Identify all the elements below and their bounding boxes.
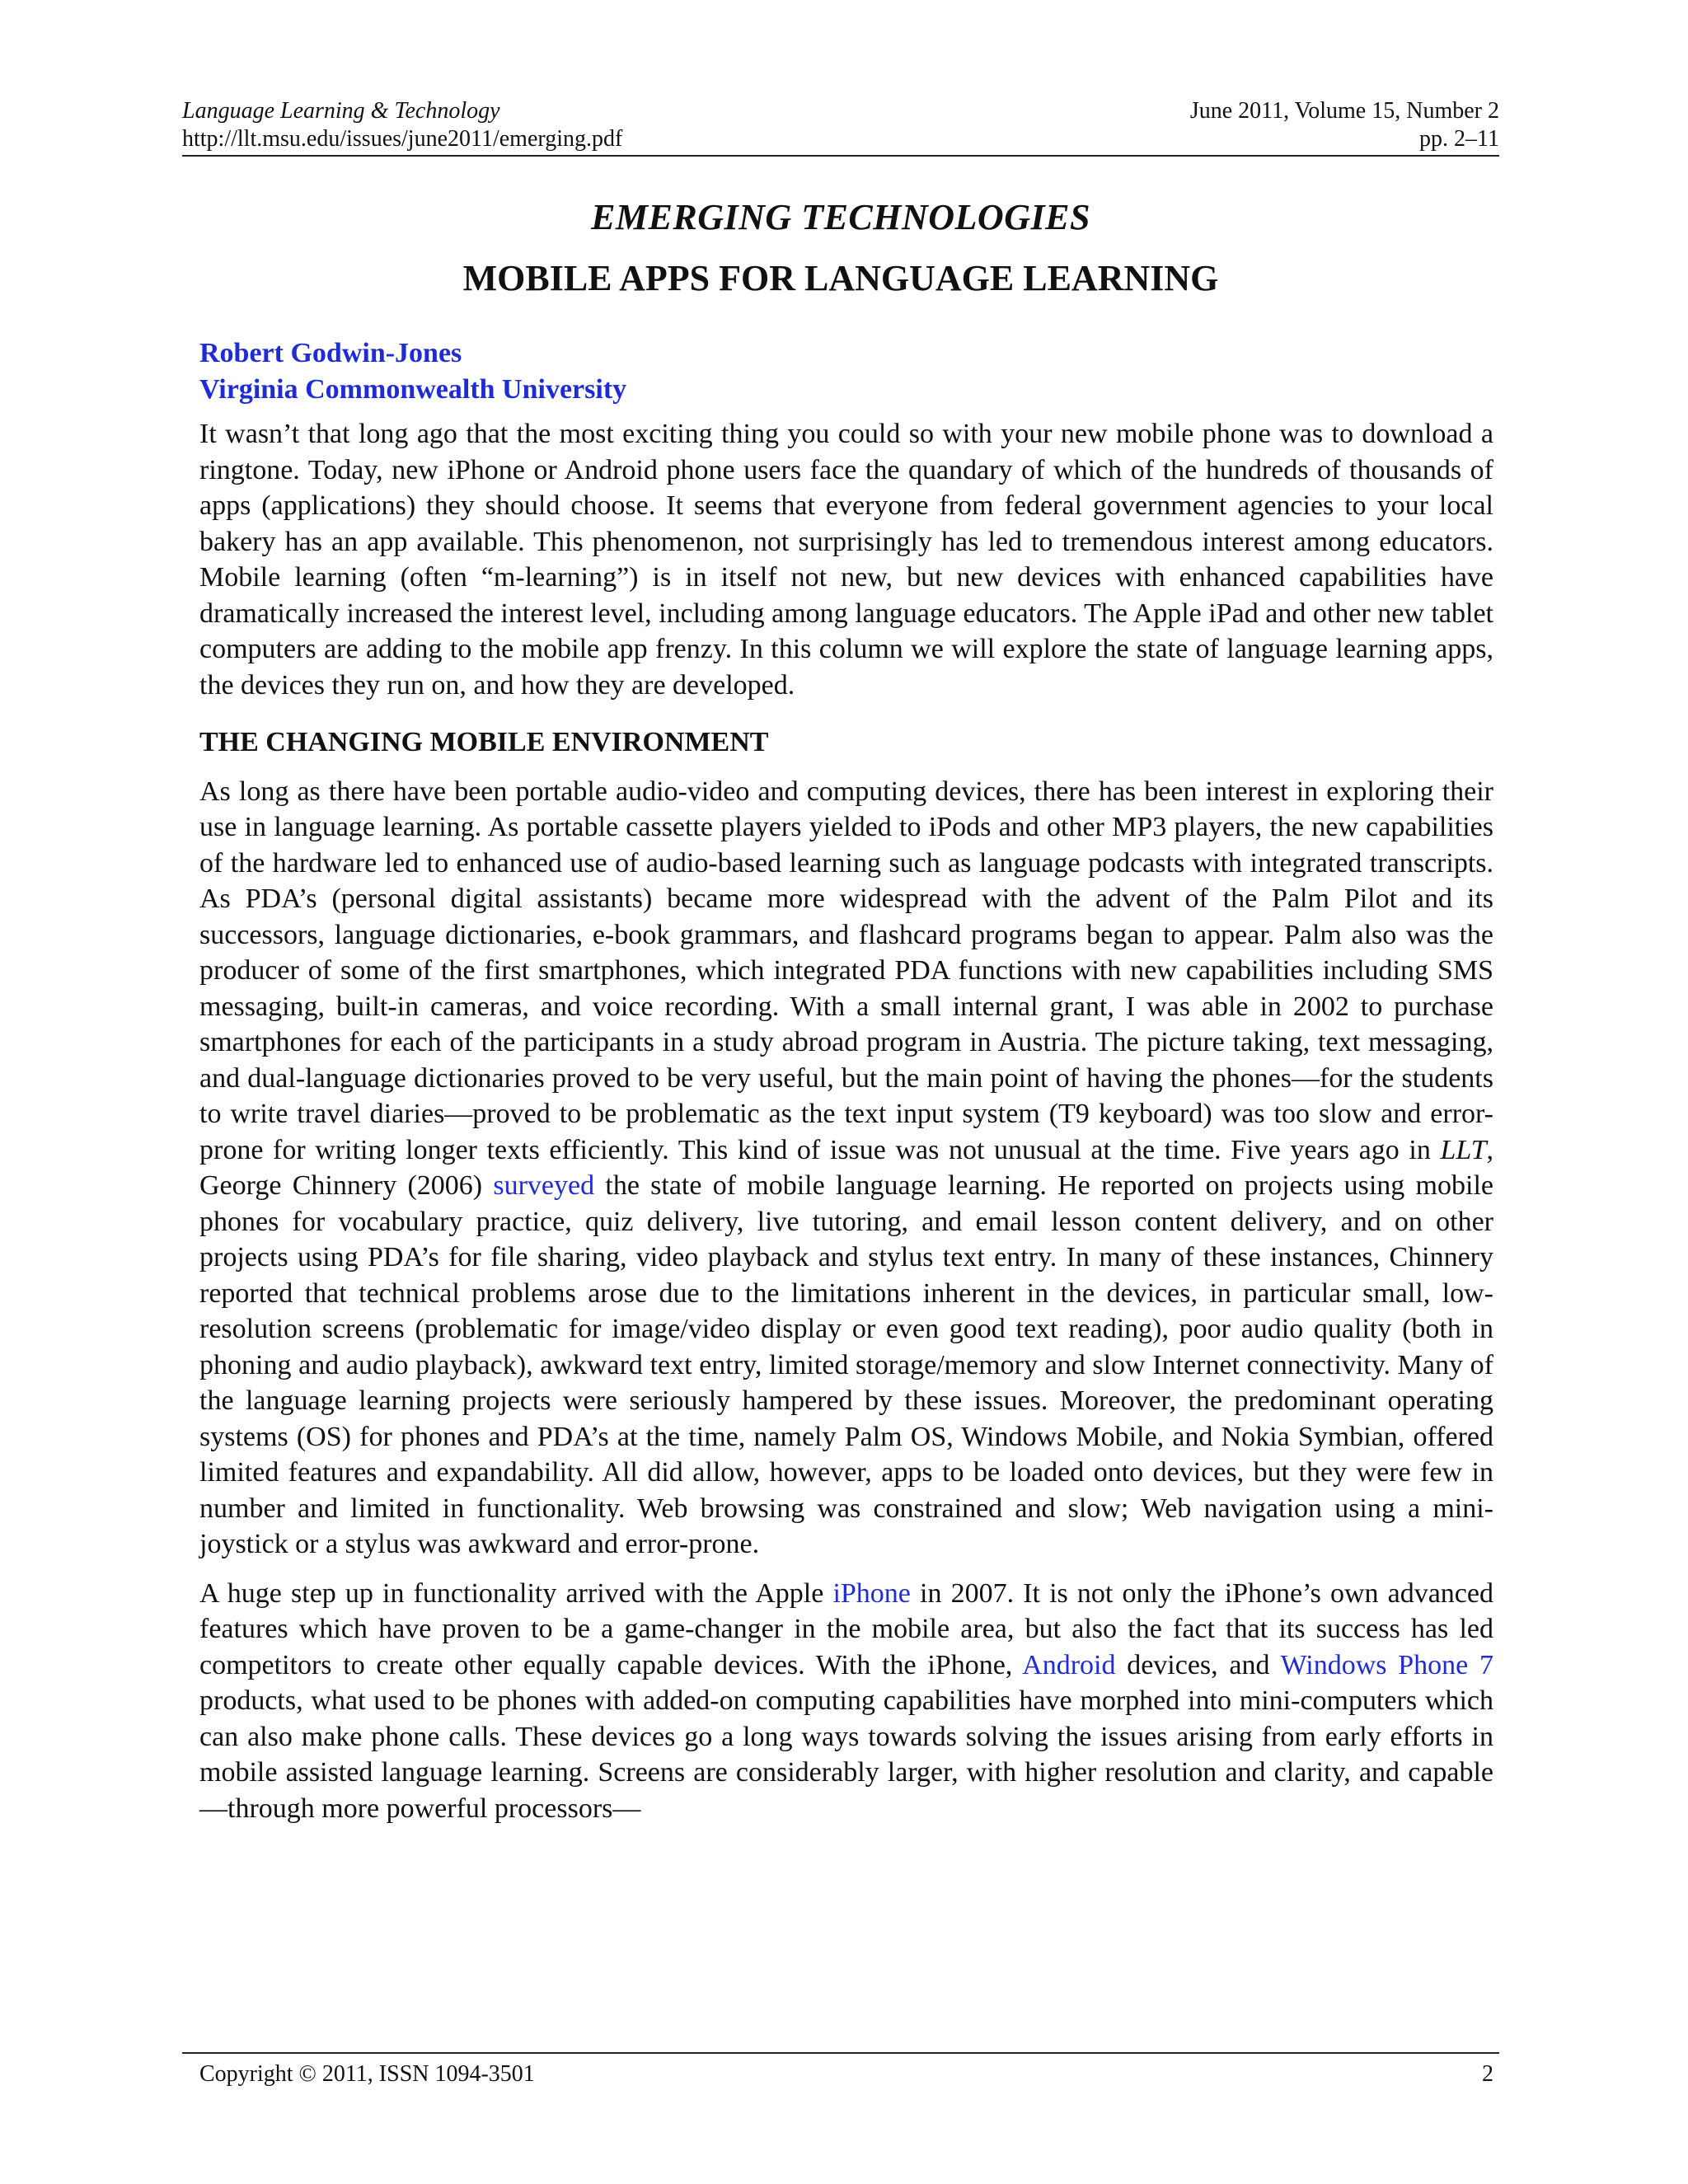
- header-rule: [182, 155, 1499, 157]
- page-range: pp. 2–11: [1419, 126, 1499, 152]
- journal-abbrev: LLT: [1440, 1134, 1487, 1165]
- copyright-notice: Copyright © 2011, ISSN 1094-3501: [199, 2061, 535, 2087]
- section-heading: THE CHANGING MOBILE ENVIRONMENT: [199, 727, 769, 757]
- issue-info: June 2011, Volume 15, Number 2: [1189, 98, 1499, 124]
- author-affiliation[interactable]: Virginia Commonwealth University: [199, 374, 627, 405]
- windows-phone-link[interactable]: Windows Phone 7: [1280, 1649, 1493, 1680]
- body-paragraph-1: [199, 774, 1493, 1563]
- p1-text-b: , George Chinnery (2006): [199, 1134, 1493, 1201]
- surveyed-link[interactable]: surveyed: [493, 1170, 595, 1201]
- intro-paragraph: It wasn’t that long ago that the most exciting thing you could so with your new mobile phone was to download a ringtone. Today, new iPhone or Android phone users face the quandary of which of the hundreds of thousands of apps (applications) they should choose. It seems that everyone from federal government agencies to your local bakery has an app available. This phenomenon, not surprisingly has led to tremendous interest among educators. Mobile learning (often “m-learning”) is in itself not new, but new devices with enhanced capabilities have dramatically increased the interest level, including among language educators. The Apple iPad and other new tablet computers are adding to the mobile app frenzy. In this column we will explore the state of language learning apps, the devices they run on, and how they are developed.: [199, 419, 1493, 701]
- page-number: 2: [1482, 2061, 1493, 2087]
- article-body: [199, 416, 1493, 1840]
- android-link[interactable]: Android: [1022, 1649, 1116, 1680]
- body-paragraph-2: [199, 1576, 1493, 1827]
- author-name[interactable]: Robert Godwin-Jones: [199, 338, 462, 368]
- p2-text-d: products, what used to be phones with added-on computing capabilities have morphed into mini-computers which can also make phone calls. These devices go a long ways towards solving the issues arising from early efforts in mobile assisted language learning. Screens are considerably larger, with higher resolution and clarity, and capable—through more powerful processors—: [199, 1685, 1493, 1824]
- p2-text-c: devices, and: [1115, 1649, 1281, 1680]
- p2-text-a: A huge step up in functionality arrived with the Apple: [199, 1577, 833, 1609]
- page-footer: [199, 2060, 1493, 2088]
- footer-rule: [182, 2052, 1499, 2054]
- iphone-link[interactable]: iPhone: [832, 1577, 911, 1609]
- p1-text-a: As long as there have been portable audio-video and computing devices, there has been interest in exploring their use in language learning. As portable cassette players yielded to iPods and other MP3 players, the new capabilities of the hardware led to enhanced use of audio-based learning such as language podcasts with integrated transcripts. As PDA’s (personal digital assistants) became more widespread with the advent of the Palm Pilot and its successors, language dictionaries, e-book grammars, and flashcard programs began to appear. Palm also was the producer of some of the first smartphones, which integrated PDA functions with new capabilities including SMS messaging, built-in cameras, and voice recording. With a small internal grant, I was able in 2002 to purchase smartphones for each of the participants in a study abroad program in Austria. The picture taking, text messaging, and dual-language dictionaries proved to be very useful, but the main point of having the phones—for the students to write travel diaries—proved to be problematic as the text input system (T9 keyboard) was too slow and error-prone for writing longer texts efficiently. This kind of issue was not unusual at the time. Five years ago in: [199, 776, 1493, 1165]
- article-title: MOBILE APPS FOR LANGUAGE LEARNING: [462, 258, 1219, 298]
- p2-text-b: in 2007. It is not only the iPhone’s own advanced features which have proven to be a game-changer in the mobile area, but also the fact that its success has led competitors to create other equally capable devices. With the iPhone,: [199, 1577, 1493, 1680]
- running-header: [182, 97, 1499, 153]
- p1-text-c: the state of mobile language learning. He reported on projects using mobile phones for vocabulary practice, quiz delivery, live tutoring, and email lesson content delivery, and on other projects using PDA’s for file sharing, video playback and stylus text entry. In many of these instances, Chinnery reported that technical problems arose due to the limitations inherent in the devices, in particular small, low-resolution screens (problematic for image/video display or even good text reading), poor audio quality (both in phoning and audio playback), awkward text entry, limited storage/memory and slow Internet connectivity. Many of the language learning projects were seriously hampered by these issues. Moreover, the predominant operating systems (OS) for phones and PDA’s at the time, namely Palm OS, Windows Mobile, and Nokia Symbian, offered limited features and expandability. All did allow, however, apps to be loaded onto devices, but they were few in number and limited in functionality. Web browsing was constrained and slow; Web navigation using a mini-joystick or a stylus was awkward and error-prone.: [199, 1170, 1493, 1559]
- article-url[interactable]: http://llt.msu.edu/issues/june2011/emerging.pdf: [182, 126, 623, 152]
- byline: [199, 335, 626, 408]
- section-kicker: EMERGING TECHNOLOGIES: [591, 197, 1090, 237]
- journal-name: Language Learning & Technology: [182, 98, 500, 124]
